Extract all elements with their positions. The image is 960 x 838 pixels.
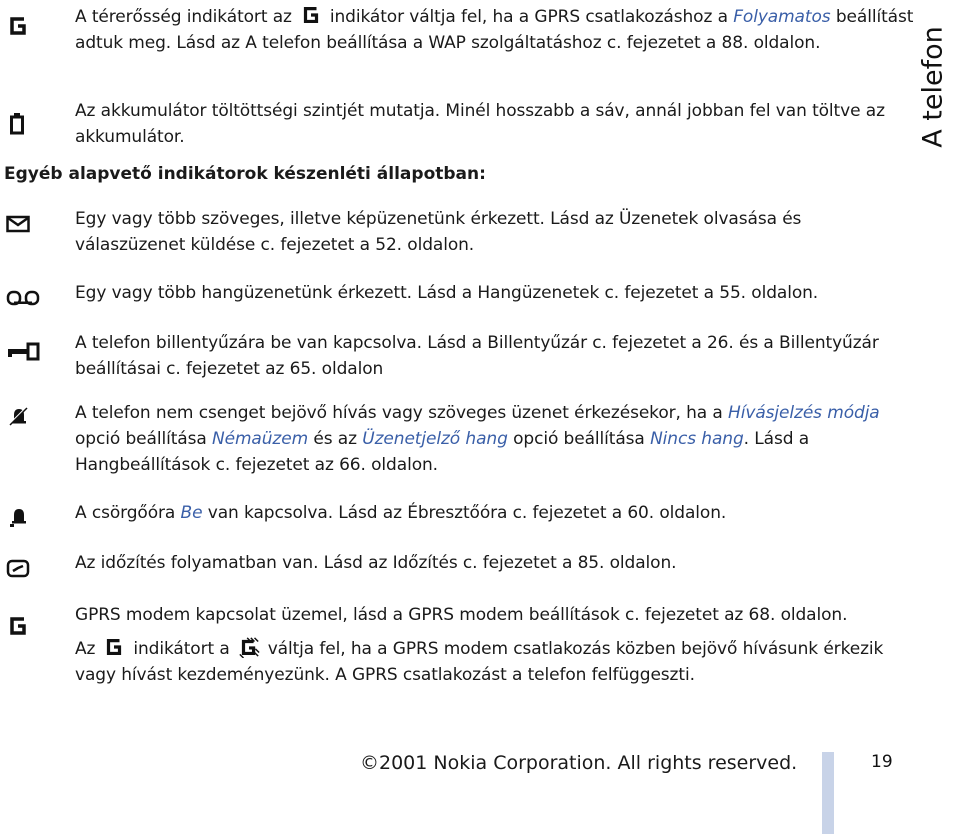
- gprs-icon: [6, 14, 30, 38]
- gprs-icon: [6, 614, 30, 638]
- key-icon: [6, 340, 40, 364]
- message-text: Egy vagy több szöveges, illetve képüzenetünk érkezett. Lásd az Üzenetek olvasása és válaszüzenet küldése c. fejezetet a 52. oldalon.: [75, 209, 802, 255]
- chapter-side-title: A telefon: [917, 26, 949, 148]
- gprs-modem-line1: GPRS modem kapcsolat üzemel, lásd a GPRS modem beállítások c. fejezetet az 68. oldalon.: [75, 605, 848, 625]
- gprs-icon: [103, 636, 125, 658]
- gprs-icon: [300, 4, 322, 26]
- page-number: 19: [871, 752, 893, 772]
- silent-bell-icon: [6, 404, 30, 428]
- envelope-icon: [6, 212, 30, 236]
- voice-text: Egy vagy több hangüzenetünk érkezett. Lásd a Hangüzenetek c. fejezetet a 55. oldalon.: [75, 283, 819, 303]
- copyright: ©2001 Nokia Corporation. All rights reserved.: [360, 752, 798, 774]
- gprs-suspended-icon: [238, 636, 260, 658]
- silent-text: A telefon nem csenget bejövő hívás vagy szöveges üzenet érkezésekor, ha a Hívásjelzés módja opció beállítása Némaüzem és az Üzenetjelző hang opció beállítása Nincs hang. Lásd a Hangbeállítások c. fejezetet az 66. oldalon.: [75, 403, 880, 475]
- battery-icon: [6, 112, 30, 136]
- keylock-text: A telefon billentyűzára be van kapcsolva. Lásd a Billentyűzár c. fejezetet a 26. és a Billentyűzár beállításai c. fejezetet az 65. oldalon: [75, 333, 879, 379]
- voicemail-icon: [6, 286, 40, 310]
- alarm-clock-icon: [6, 504, 30, 528]
- gprs-modem-text: Az indikátort a váltja fel, ha a GPRS modem csatlakozás közben bejövő hívásunk érkezik vagy hívást kezdeményezünk. A GPRS csatlakozást a telefon felfüggeszti.: [75, 636, 915, 688]
- timer-text: Az időzítés folyamatban van. Lásd az Időzítés c. fejezetet a 85. oldalon.: [75, 553, 677, 573]
- alarm-text: A csörgőóra Be van kapcsolva. Lásd az Ébresztőóra c. fejezetet a 60. oldalon.: [75, 503, 727, 523]
- gprs-signal-text: A térerősség indikátort az indikátor váltja fel, ha a GPRS csatlakozáshoz a Folyamatos beállítást adtuk meg. Lásd az A telefon beállítása a WAP szolgáltatáshoz c. fejezetet a 88. oldalon.: [75, 4, 915, 56]
- timer-icon: [6, 556, 30, 580]
- battery-text: Az akkumulátor töltöttségi szintjét mutatja. Minél hosszabb a sáv, annál jobban fel van töltve az akkumulátor.: [75, 101, 885, 147]
- page-margin-bar: [822, 752, 834, 834]
- section-heading: Egyéb alapvető indikátorok készenléti állapotban:: [4, 164, 486, 184]
